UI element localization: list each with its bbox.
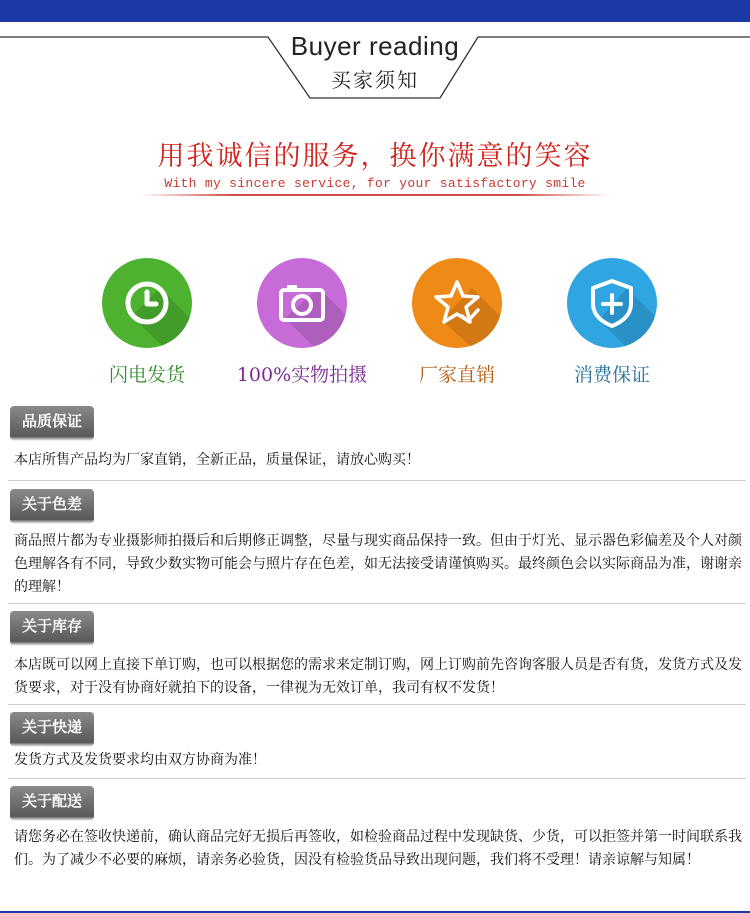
section-divider (8, 480, 746, 481)
star-check-icon (412, 258, 502, 348)
section-text-color-difference: 商品照片都为专业摄影师拍摄后和后期修正调整，尽量与现实商品保持一致。但由于灯光、显示器色彩偏差及个人对颜色理解各有不同，导致少数实物可能会与照片存在色差，如无法接受请谨慎购买。最终颜色会以实际商品为准，谢谢亲的理解！ (14, 533, 742, 595)
top-banner-bar (0, 0, 750, 22)
feature-factory-direct (382, 258, 532, 387)
feature-circle (412, 258, 502, 348)
feature-consumer-guarantee (537, 258, 687, 387)
slogan-cn: 用我诚信的服务，换你满意的笑容 (157, 141, 593, 172)
section-tab-express: 关于快递 (10, 712, 94, 742)
header-title-en: Buyer reading (290, 31, 460, 61)
section-tab-delivery: 关于配送 (10, 786, 94, 816)
feature-fast-delivery (72, 258, 222, 387)
feature-circle (257, 258, 347, 348)
feature-label: 闪电发货 (108, 364, 185, 386)
feature-circle (102, 258, 192, 348)
camera-icon (257, 258, 347, 348)
section-text-quality: 本店所售产品均为厂家直销，全新正品，质量保证，请放心购买！ (14, 452, 420, 468)
feature-label: 厂家直销 (418, 364, 495, 386)
section-divider (8, 603, 746, 604)
shield-plus-icon (567, 258, 657, 348)
section-text-delivery: 请您务必在签收快递前，确认商品完好无损后再签收，如检验商品过程中发现缺货、少货，可以拒签并第一时间联系我们。为了减少不必要的麻烦，请亲务必验货，因没有检验货品导致出现问题，我们将不受理！请亲谅解与知属！ (14, 829, 742, 868)
clock-icon (102, 258, 192, 348)
section-text-inventory: 本店既可以网上直接下单订购，也可以根据您的需求来定制订购，网上订购前先咨询客服人员是否有货，发货方式及发货要求，对于没有协商好就拍下的设备，一律视为无效订单，我司有权不发货！ (14, 657, 742, 696)
slogan-underline (140, 194, 610, 196)
section-text-express: 发货方式及发货要求均由双方协商为准！ (14, 752, 266, 768)
slogan-en: With my sincere service, for your satisfactory smile (164, 176, 586, 191)
feature-label: 消费保证 (573, 364, 650, 386)
feature-circle (567, 258, 657, 348)
feature-real-photo (227, 258, 377, 387)
feature-label: 100%实物拍摄 (236, 364, 368, 386)
section-tab-color-difference: 关于色差 (10, 489, 94, 519)
section-tab-quality: 品质保证 (10, 406, 94, 436)
header-title-cn: 买家须知 (331, 68, 419, 92)
section-tab-inventory: 关于库存 (10, 611, 94, 641)
section-divider (8, 704, 746, 705)
section-divider (8, 778, 746, 779)
